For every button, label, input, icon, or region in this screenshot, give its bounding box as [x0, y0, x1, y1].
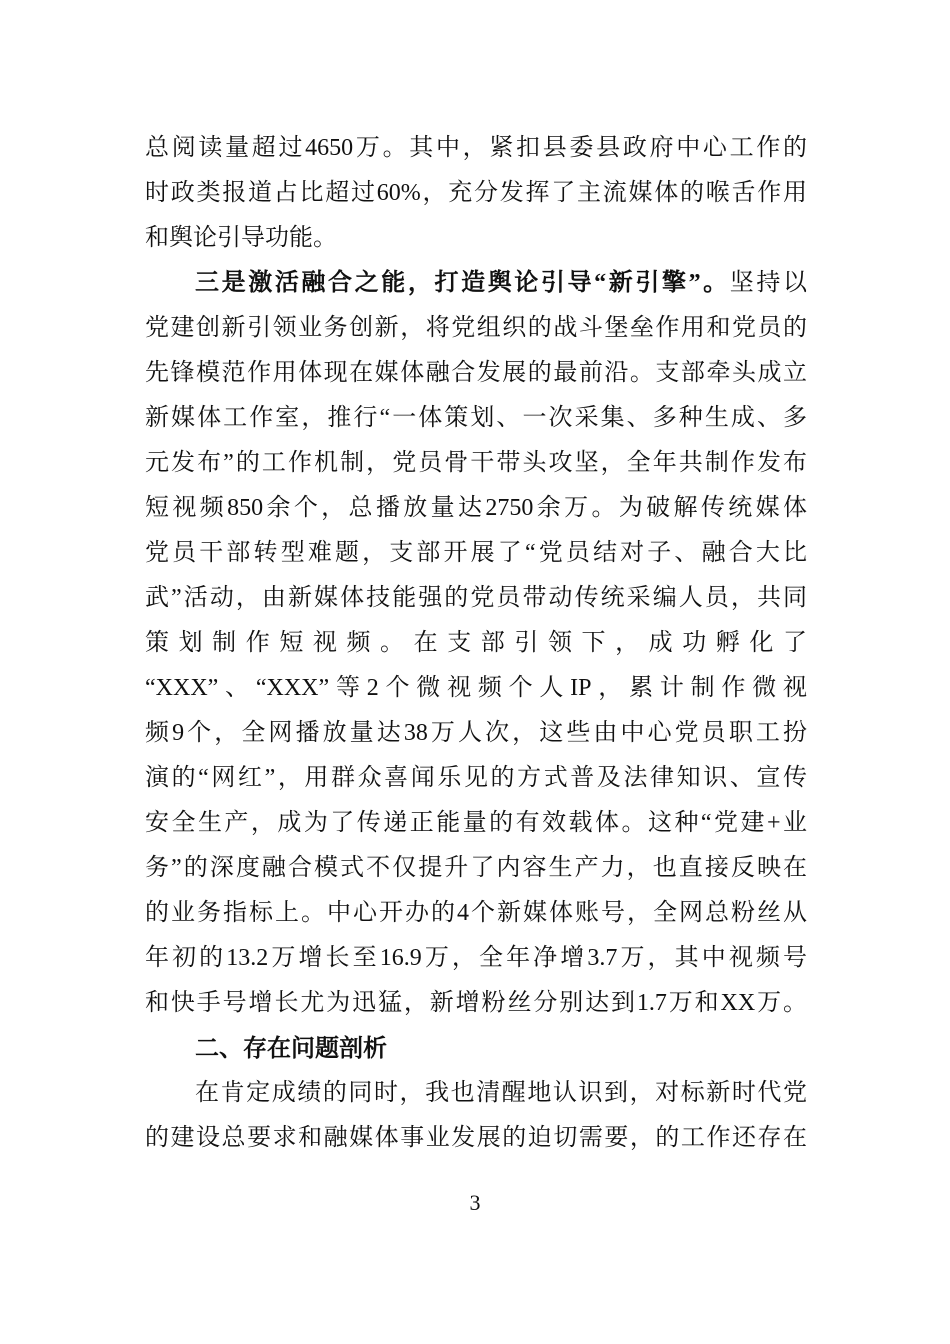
text-line	[145, 261, 807, 306]
bold-lead: 三是激活融合之能，打造舆论引导“新引擎”。	[195, 270, 730, 296]
text-line: 和快手号增长尤为迅猛，新增粉丝分别达到1.7万和XX万。	[145, 990, 807, 1016]
text-line: 的业务指标上。中心开办的4个新媒体账号，全网总粉丝从	[145, 900, 807, 926]
text-line: 党建创新引领业务创新，将党组织的战斗堡垒作用和党员的	[145, 315, 807, 341]
paragraph	[145, 126, 807, 261]
paragraph	[145, 1071, 807, 1161]
text-line: 短视频850余个，总播放量达2750余万。为破解传统媒体	[145, 495, 807, 521]
text-line: 安全生产，成为了传递正能量的有效载体。这种“党建+业	[145, 810, 807, 836]
text-line: 总阅读量超过4650万。其中，紧扣县委县政府中心工作的	[145, 135, 807, 161]
text-line: “XXX”、“XXX”等2个微视频个人IP，累计制作微视	[145, 675, 807, 701]
text-line: 先锋模范作用体现在媒体融合发展的最前沿。支部牵头成立	[145, 360, 807, 386]
page-number: 3	[469, 1190, 481, 1215]
paragraph	[145, 261, 807, 1026]
text-line: 演的“网红”，用群众喜闻乐见的方式普及法律知识、宣传	[145, 765, 807, 791]
text-line: 时政类报道占比超过60%，充分发挥了主流媒体的喉舌作用	[145, 180, 807, 206]
lead-rest: 坚持以	[729, 270, 807, 296]
section-heading: 二、存在问题剖析	[195, 1034, 387, 1062]
document-body	[145, 126, 807, 1161]
text-line: 党员干部转型难题，支部开展了“党员结对子、融合大比	[145, 540, 807, 566]
text-line: 和舆论引导功能。	[145, 225, 337, 251]
text-line: 策划制作短视频。在支部引领下，成功孵化了	[145, 630, 807, 656]
text-line: 元发布”的工作机制，党员骨干带头攻坚，全年共制作发布	[145, 450, 807, 476]
text-line: 的建设总要求和融媒体事业发展的迫切需要，的工作还存在	[145, 1125, 807, 1151]
text-line: 年初的13.2万增长至16.9万，全年净增3.7万，其中视频号	[145, 945, 807, 971]
text-line: 武”活动，由新媒体技能强的党员带动传统采编人员，共同	[145, 585, 807, 611]
text-line: 频9个，全网播放量达38万人次，这些由中心党员职工扮	[145, 720, 807, 746]
text-line: 务”的深度融合模式不仅提升了内容生产力，也直接反映在	[145, 855, 807, 881]
text-line: 在肯定成绩的同时，我也清醒地认识到，对标新时代党	[195, 1080, 807, 1106]
text-line: 新媒体工作室，推行“一体策划、一次采集、多种生成、多	[145, 405, 807, 431]
